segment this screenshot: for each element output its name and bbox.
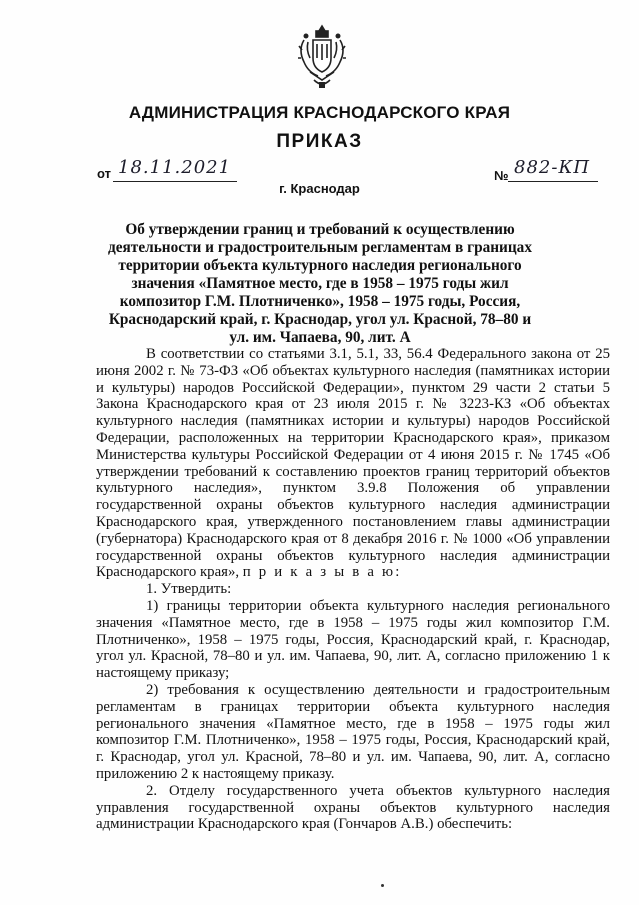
number-label: № xyxy=(494,168,509,183)
document-title: Об утверждении границ и требований к осуществлению деятельности и градостроительным регламентам в границах территории объекта культурного наследия регионального значения «Памятное место, где в 1958 – 1975 годы жил композитор Г.М. Плотниченко», 1958 – 1975 годы, Россия, Краснодарский край, г. Краснодар, угол ул. Красной, 78–80 и ул. им. Чапаева, 90, лит. А xyxy=(108,221,532,346)
organization-title: АДМИНИСТРАЦИЯ КРАСНОДАРСКОГО КРАЯ xyxy=(128,103,511,122)
handwritten-number: 882-КП xyxy=(514,157,591,178)
item-1: 1. Утвердить: xyxy=(146,581,232,598)
item-1-1: 1) границы территории объекта культурного наследия регионального значения «Памятное место, где в 1958 – 1975 годы жил композитор Г.М. Плотниченко», 1958 – 1975 годы, Россия, Краснодарский край, г. Краснодар, угол ул. Красной, 78–80 и ул. им. Чапаева, 90, лит. А, согласно приложению 1 к настоящему приказу; xyxy=(96,597,610,682)
document-body xyxy=(96,346,610,833)
document-type: ПРИКАЗ xyxy=(276,131,363,152)
coat-of-arms-emblem xyxy=(296,22,348,92)
number-underline xyxy=(508,181,598,182)
order-word: п р и к а з ы в а ю: xyxy=(242,564,402,581)
handwritten-date: 18.11.2021 xyxy=(118,157,232,178)
intro-text: В соответствии со статьями 3.1, 5.1, 33, 56.4 Федерального закона от 25 июня 2002 г. № 73-ФЗ «Об объектах культурного наследия (памятниках истории и культуры) народов Российской Федерации», пунктом 29 части 2 статьи 5 Закона Краснодарского края от 23 июля 2015 г. № 3223-КЗ «Об объектах культурного наследия (памятниках истории и культуры) народов Российской Федерации, расположенных на территории Краснодарского края», приказом Министерства культуры Российской Федерации от 4 июня 2015 г. № 1745 «Об утверждении требований к составлению проектов границ территорий объектов культурного наследия», пунктом 3.9.8 Положения об управлении государственной охраны объектов культурного наследия администрации Краснодарского края, утвержденного постановлением главы администрации (губернатора) Краснодарского края от 8 декабря 2016 г. № 1000 «Об управлении государственной охраны объектов культурного наследия администрации Краснодарского края», xyxy=(96,346,610,581)
intro-paragraph xyxy=(96,346,610,581)
city-label: г. Краснодар xyxy=(279,181,360,196)
item-2: 2. Отделу государственного учета объектов культурного наследия управления государственной охраны объектов культурного наследия администрации Краснодарского края (Гончаров А.В.) обеспечить: xyxy=(96,782,610,833)
item-1-2: 2) требования к осуществлению деятельности и градостроительным регламентам в границах территории объекта культурного наследия регионального значения «Памятное место, где в 1958 – 1975 годы жил композитор Г.М. Плотниченко», 1958 – 1975 годы, Россия, Краснодарский край, г. Краснодар, угол ул. Красной, 78–80 и ул. им. Чапаева, 90, лит. А, согласно приложению 2 к настоящему приказу. xyxy=(96,681,610,782)
page-mark xyxy=(381,884,384,887)
date-label: от xyxy=(97,166,111,181)
